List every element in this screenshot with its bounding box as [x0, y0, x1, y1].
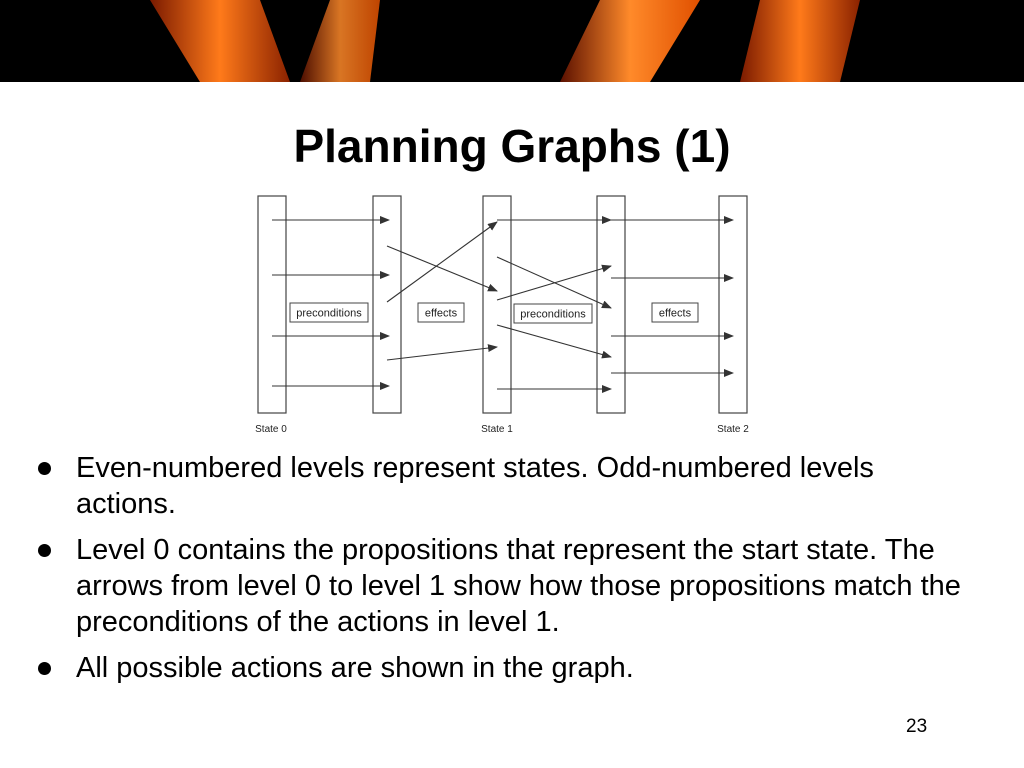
bullet-item	[32, 532, 972, 640]
preconditions-label-1	[290, 303, 368, 322]
state-2-column	[719, 196, 747, 413]
page-number: 23	[906, 716, 928, 737]
effects-label-2	[652, 303, 698, 322]
state-1-label: State 1	[481, 424, 513, 435]
bullet-text: Even-numbered levels represent states. Odd-numbered levels actions.	[76, 452, 874, 520]
arrow	[497, 325, 611, 357]
arrow	[387, 246, 497, 291]
preconditions-text: preconditions	[520, 308, 586, 321]
state-0-label: State 0	[255, 424, 287, 435]
arrow	[387, 347, 497, 360]
preconditions-text: preconditions	[296, 307, 362, 320]
bullet-item	[32, 450, 972, 522]
state-2-label: State 2	[717, 424, 749, 435]
arrow	[387, 222, 497, 302]
action-1-column	[373, 196, 401, 413]
arrows-action2-to-state2	[611, 220, 733, 373]
bullet-dot-icon	[38, 544, 51, 557]
state-0-column	[258, 196, 286, 413]
arrow	[497, 266, 611, 300]
effects-text: effects	[658, 307, 692, 320]
slide-title: Planning Graphs (1)	[293, 120, 731, 172]
bullet-text: All possible actions are shown in the graph.	[76, 652, 634, 684]
bullet-dot-icon	[38, 462, 51, 475]
effects-text: effects	[424, 307, 458, 320]
effects-label-1	[418, 303, 464, 322]
bullet-list	[32, 450, 972, 696]
preconditions-label-2	[514, 304, 592, 323]
bullet-dot-icon	[38, 662, 51, 675]
bullet-text: Level 0 contains the propositions that represent the start state. The arrows from level 0 to level 1 show how those propositions match the preconditions of the actions in level 1.	[76, 534, 961, 638]
arrows-action1-to-state1	[387, 222, 497, 360]
action-2-column	[597, 196, 625, 413]
bullet-item	[32, 650, 972, 686]
